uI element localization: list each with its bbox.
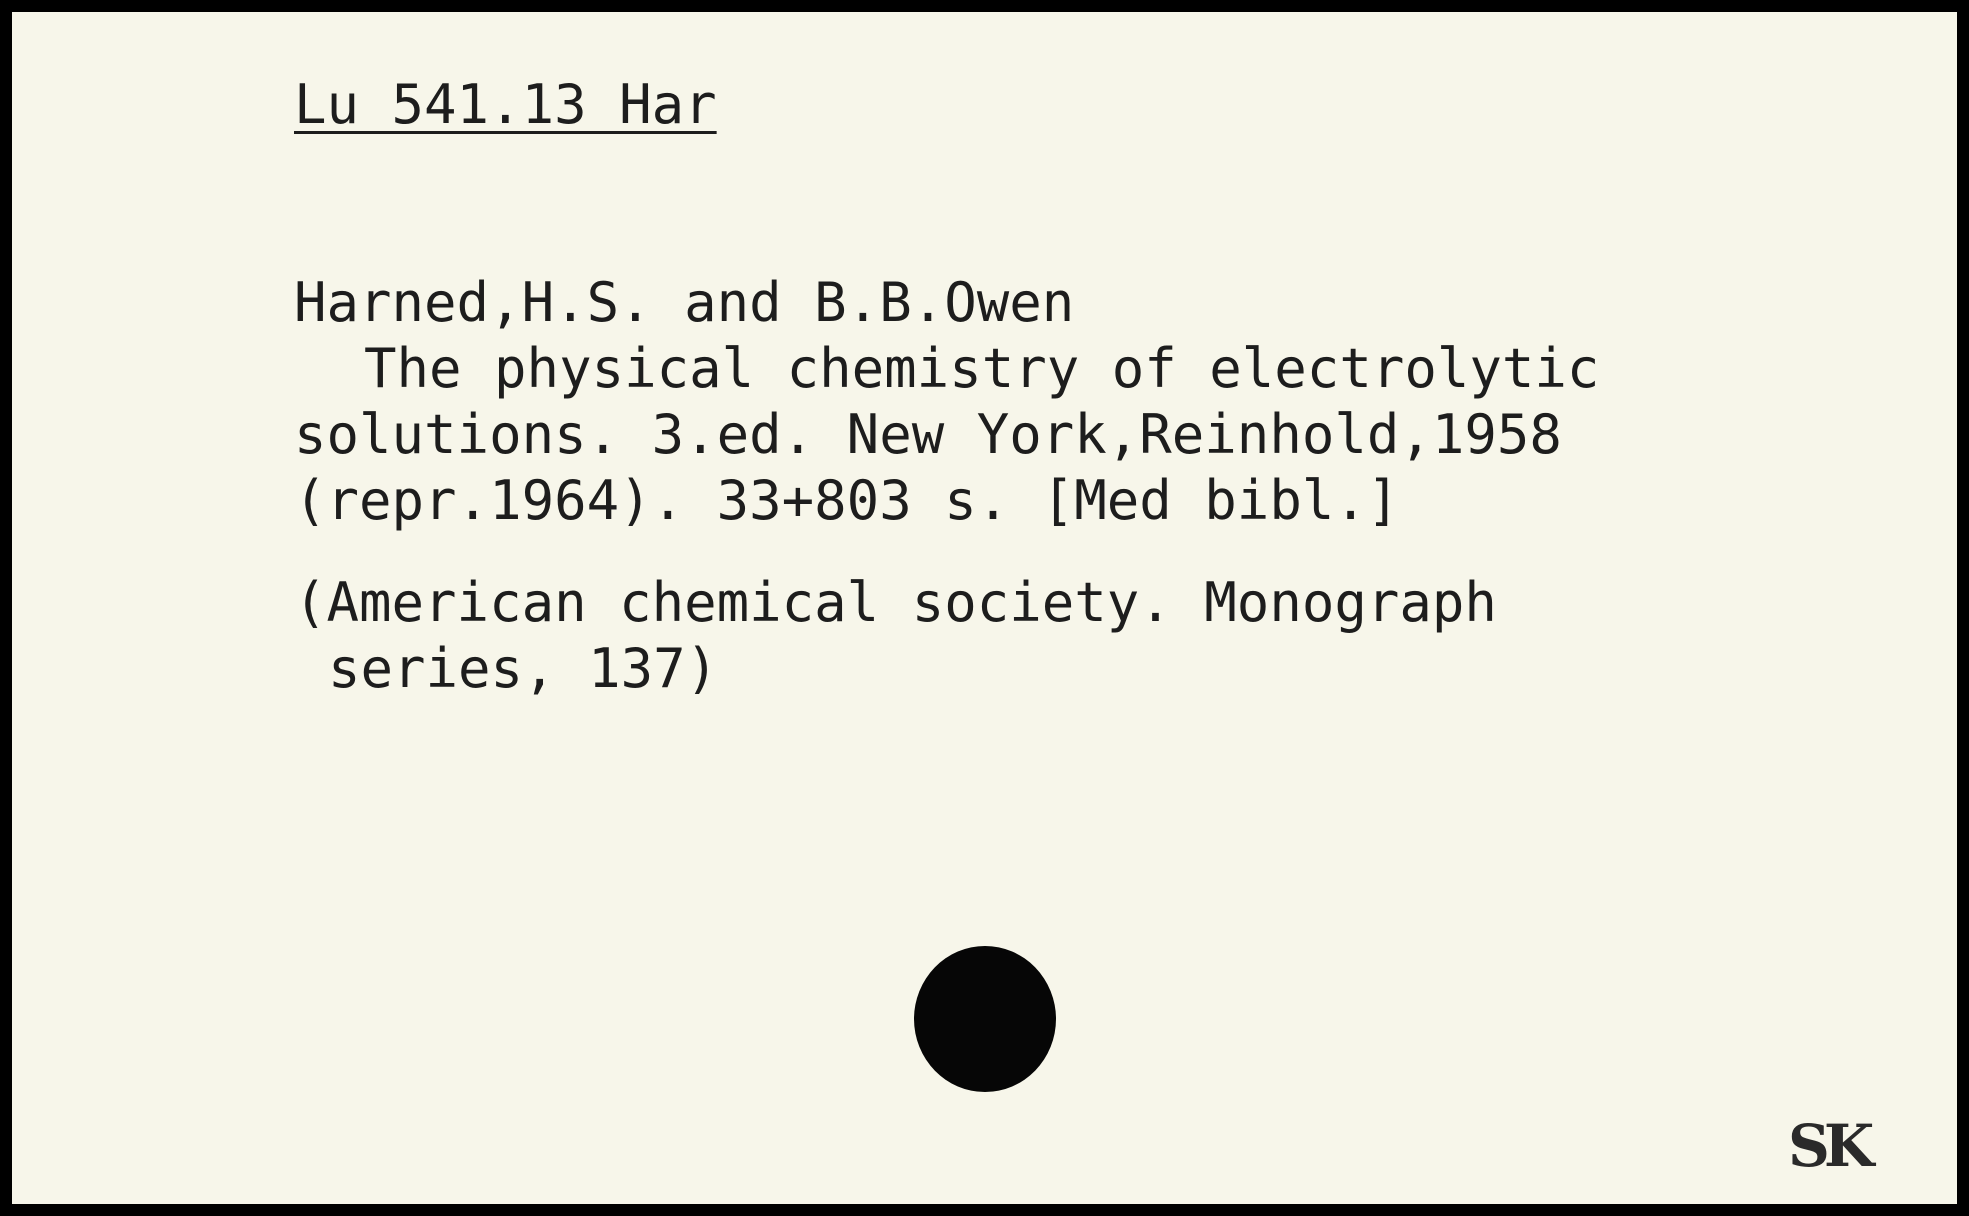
title-line: The physical chemistry of electrolytic [364, 337, 1600, 400]
call-number: Lu 541.13 Har [294, 73, 717, 136]
series-line: series, 137) [328, 637, 719, 700]
punch-hole [914, 946, 1056, 1092]
initials-stamp: SK [1788, 1112, 1869, 1180]
title-line: (repr.1964). 33+803 s. [Med bibl.] [294, 469, 1400, 532]
series-line: (American chemical society. Monograph [294, 571, 1497, 634]
catalog-card [12, 12, 1957, 1204]
title-line: solutions. 3.ed. New York,Reinhold,1958 [294, 403, 1562, 466]
author-line: Harned,H.S. and B.B.Owen [294, 271, 1075, 334]
